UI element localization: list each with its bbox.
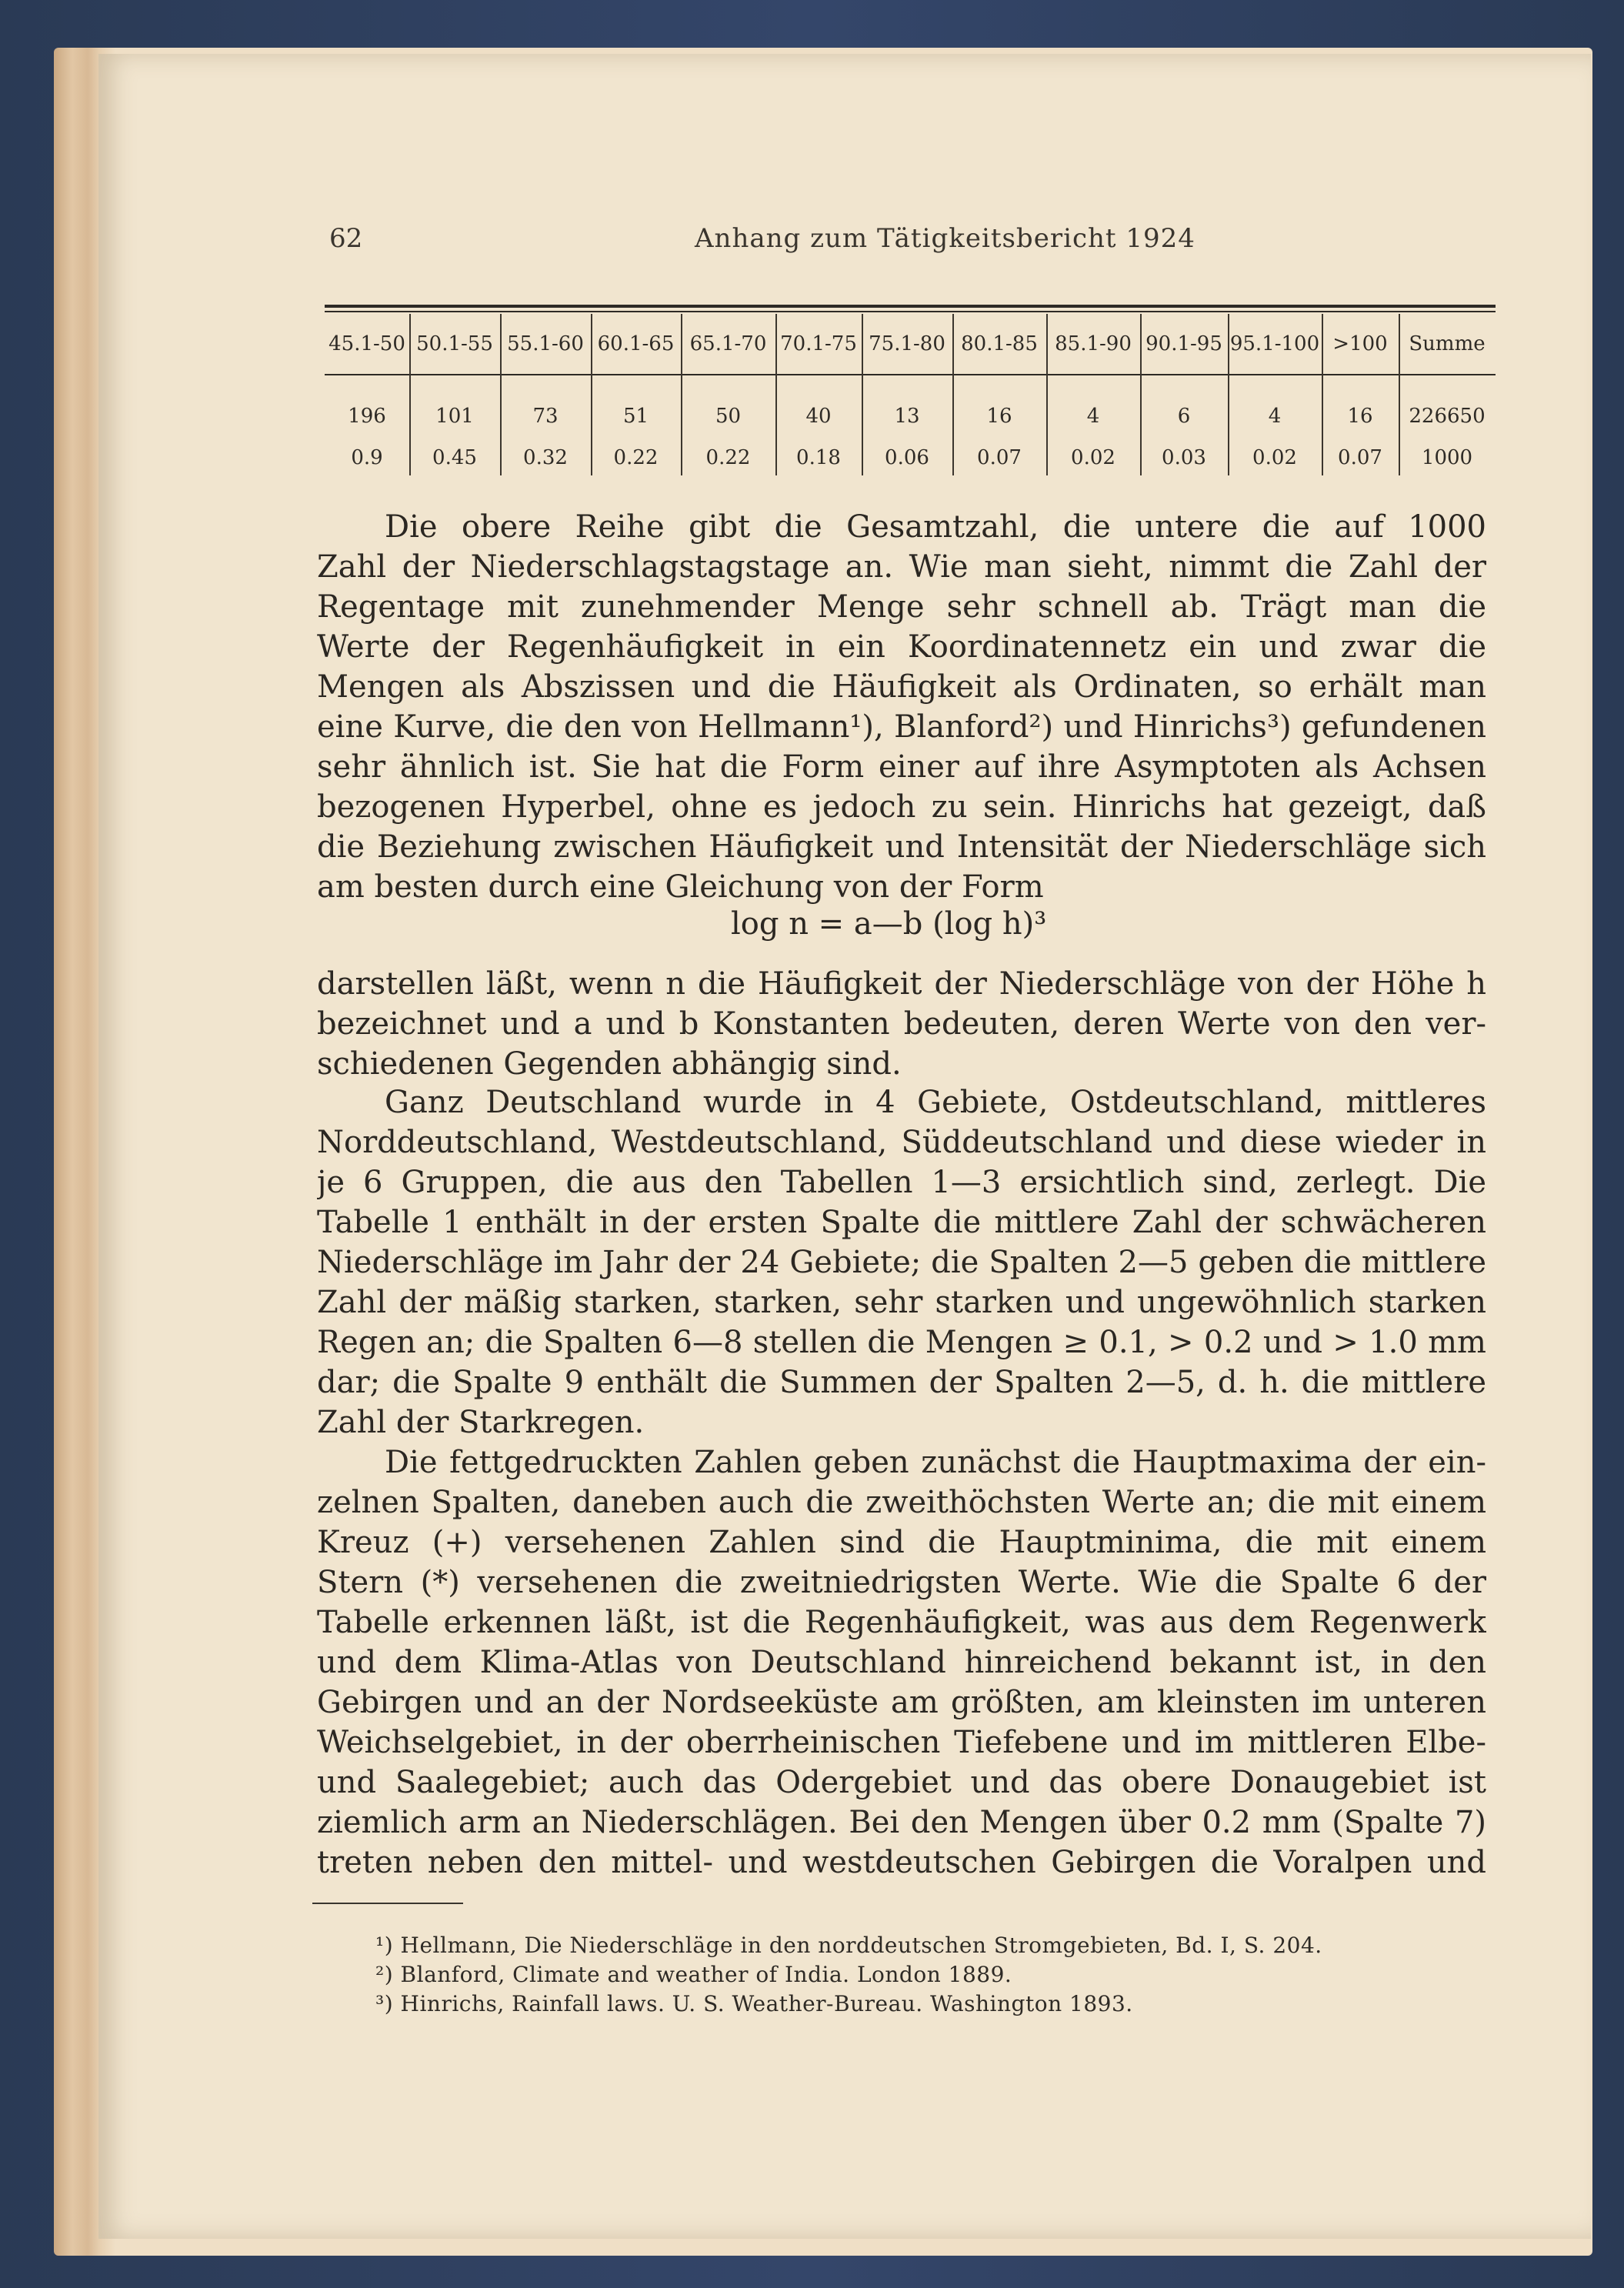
footnote: ¹) Hellmann, Die Niederschläge in den norddeutschen Stromgebieten, Bd. I, S. 204.	[375, 1933, 1322, 1958]
table-cell-total: 73	[532, 405, 559, 428]
table-cell-total: 13	[894, 405, 920, 428]
table-cell-total: 226650	[1409, 405, 1486, 428]
text-line: und Saalegebiet; auch das Odergebiet und das obere Donaugebiet ist	[317, 1765, 1486, 1800]
text-line: eine Kurve, die den von Hellmann¹), Blanford²) und Hinrichs³) gefundenen	[317, 709, 1486, 745]
text-line: die Beziehung zwischen Häufigkeit und Intensität der Niederschläge sich	[317, 829, 1486, 865]
text-line: Regentage mit zunehmender Menge sehr schnell ab. Trägt man die	[317, 589, 1486, 625]
text-line: Mengen als Abszissen und die Häufigkeit als Ordinaten, so erhält man	[317, 669, 1486, 705]
text-line: dar; die Spalte 9 enthält die Summen der Spalten 2—5, d. h. die mittlere	[317, 1365, 1486, 1400]
table-top-rule	[325, 305, 1496, 308]
table-header-cell: 45.1-50	[328, 332, 405, 355]
table-cell-total: 6	[1177, 405, 1191, 428]
table-cell-per-thousand: 0.07	[1338, 446, 1382, 469]
table-cell-per-thousand: 1000	[1421, 446, 1473, 469]
text-line: bezeichnet und a und b Konstanten bedeuten, deren Werte von den ver-	[317, 1006, 1486, 1042]
text-line: Werte der Regenhäufigkeit in ein Koordinatennetz ein und zwar die	[317, 629, 1486, 665]
table-cell-per-thousand: 0.02	[1071, 446, 1115, 469]
table-cell-per-thousand: 0.18	[796, 446, 841, 469]
text-line: je 6 Gruppen, die aus den Tabellen 1—3 ersichtlich sind, zerlegt. Die	[317, 1165, 1486, 1200]
text-line: darstellen läßt, wenn n die Häufigkeit der Niederschläge von der Höhe h	[317, 966, 1486, 1002]
text-line: Kreuz (+) versehenen Zahlen sind die Hauptminima, die mit einem	[317, 1525, 1486, 1560]
table-header-cell: 70.1-75	[780, 332, 857, 355]
table-cell-total: 4	[1086, 405, 1100, 428]
footnote: ²) Blanford, Climate and weather of India. London 1889.	[375, 1962, 1012, 1987]
page-number: 62	[329, 223, 363, 254]
table-cell-per-thousand: 0.03	[1162, 446, 1206, 469]
text-line: Die obere Reihe gibt die Gesamtzahl, die untere die auf 1000	[385, 509, 1486, 545]
table-cell-total: 4	[1268, 405, 1282, 428]
table-header-cell: 90.1-95	[1145, 332, 1222, 355]
table-cell-per-thousand: 0.45	[432, 446, 477, 469]
text-line: Gebirgen und an der Nordseeküste am größten, am kleinsten im unteren	[317, 1685, 1486, 1720]
table-header-cell: 60.1-65	[597, 332, 675, 355]
table-cell-per-thousand: 0.22	[613, 446, 659, 469]
text-line: Ganz Deutschland wurde in 4 Gebiete, Ostdeutschland, mittleres	[385, 1085, 1486, 1120]
text-line: schiedenen Gegenden abhängig sind.	[317, 1046, 902, 1082]
text-line: bezogenen Hyperbel, ohne es jedoch zu sein. Hinrichs hat gezeigt, daß	[317, 789, 1486, 825]
table-header-cell: 50.1-55	[416, 332, 493, 355]
text-line: Die fettgedruckten Zahlen geben zunächst die Hauptmaxima der ein-	[385, 1445, 1486, 1480]
table-cell-total: 16	[986, 405, 1012, 428]
text-line: sehr ähnlich ist. Sie hat die Form einer auf ihre Asymptoten als Achsen	[317, 749, 1486, 785]
table-cell-total: 50	[715, 405, 742, 428]
text-line: am besten durch eine Gleichung von der Form	[317, 869, 1044, 905]
text-line: Zahl der Starkregen.	[317, 1405, 645, 1440]
text-line: Zahl der Niederschlagstagstage an. Wie man sieht, nimmt die Zahl der	[317, 549, 1486, 585]
footnote: ³) Hinrichs, Rainfall laws. U. S. Weather-Bureau. Washington 1893.	[375, 1991, 1133, 2016]
page-header	[329, 223, 1499, 262]
table-cell-total: 16	[1347, 405, 1373, 428]
table-cell-per-thousand: 0.06	[885, 446, 929, 469]
table-top-rule-thin	[325, 311, 1496, 312]
table-cell-per-thousand: 0.32	[523, 446, 568, 469]
table-cell-total: 51	[622, 405, 649, 428]
table-cell-per-thousand: 0.07	[977, 446, 1022, 469]
text-line: Regen an; die Spalten 6—8 stellen die Mengen ≥ 0.1, > 0.2 und > 1.0 mm	[317, 1325, 1486, 1360]
text-line: ziemlich arm an Niederschlägen. Bei den Mengen über 0.2 mm (Spalte 7)	[317, 1805, 1486, 1840]
table-header-cell: 85.1-90	[1055, 332, 1132, 355]
text-line: Norddeutschland, Westdeutschland, Süddeutschland und diese wieder in	[317, 1125, 1486, 1160]
text-line: zelnen Spalten, daneben auch die zweithöchsten Werte an; die mit einem	[317, 1485, 1486, 1520]
table-header-cell: 55.1-60	[507, 332, 584, 355]
table-header-cell: 80.1-85	[961, 332, 1038, 355]
table-cell-per-thousand: 0.02	[1252, 446, 1297, 469]
text-line: treten neben den mittel- und westdeutschen Gebirgen die Voralpen und	[317, 1845, 1486, 1880]
text-line: Zahl der mäßig starken, starken, sehr starken und ungewöhnlich starken	[317, 1285, 1486, 1320]
text-line: Weichselgebiet, in der oberrheinischen Tiefebene und im mittleren Elbe-	[317, 1725, 1486, 1760]
table-cell-total: 40	[805, 405, 832, 428]
table-cell-per-thousand: 0.9	[351, 446, 383, 469]
text-line: Niederschläge im Jahr der 24 Gebiete; die Spalten 2—5 geben die mittlere	[317, 1245, 1486, 1280]
table-cell-per-thousand: 0.22	[705, 446, 751, 469]
footnote-rule	[312, 1903, 463, 1904]
table-header-cell: >100	[1332, 332, 1388, 355]
table-header-cell: Summe	[1409, 332, 1486, 355]
text-line: und dem Klima-Atlas von Deutschland hinreichend bekannt ist, in den	[317, 1645, 1486, 1680]
table-cell-total: 101	[435, 405, 474, 428]
running-title: Anhang zum Tätigkeitsbericht 1924	[695, 223, 1195, 254]
table-header-cell: 95.1-100	[1229, 332, 1320, 355]
text-line: Stern (*) versehenen die zweitniedrigsten Werte. Wie die Spalte 6 der	[317, 1565, 1486, 1600]
table-cell-total: 196	[348, 405, 386, 428]
table-header-cell: 65.1-70	[689, 332, 767, 355]
table-header-cell: 75.1-80	[869, 332, 945, 355]
formula: log n = a—b (log h)³	[731, 906, 1047, 942]
text-line: Tabelle erkennen läßt, ist die Regenhäufigkeit, was aus dem Regenwerk	[317, 1605, 1486, 1640]
text-line: Tabelle 1 enthält in der ersten Spalte die mittlere Zahl der schwächeren	[317, 1205, 1486, 1240]
